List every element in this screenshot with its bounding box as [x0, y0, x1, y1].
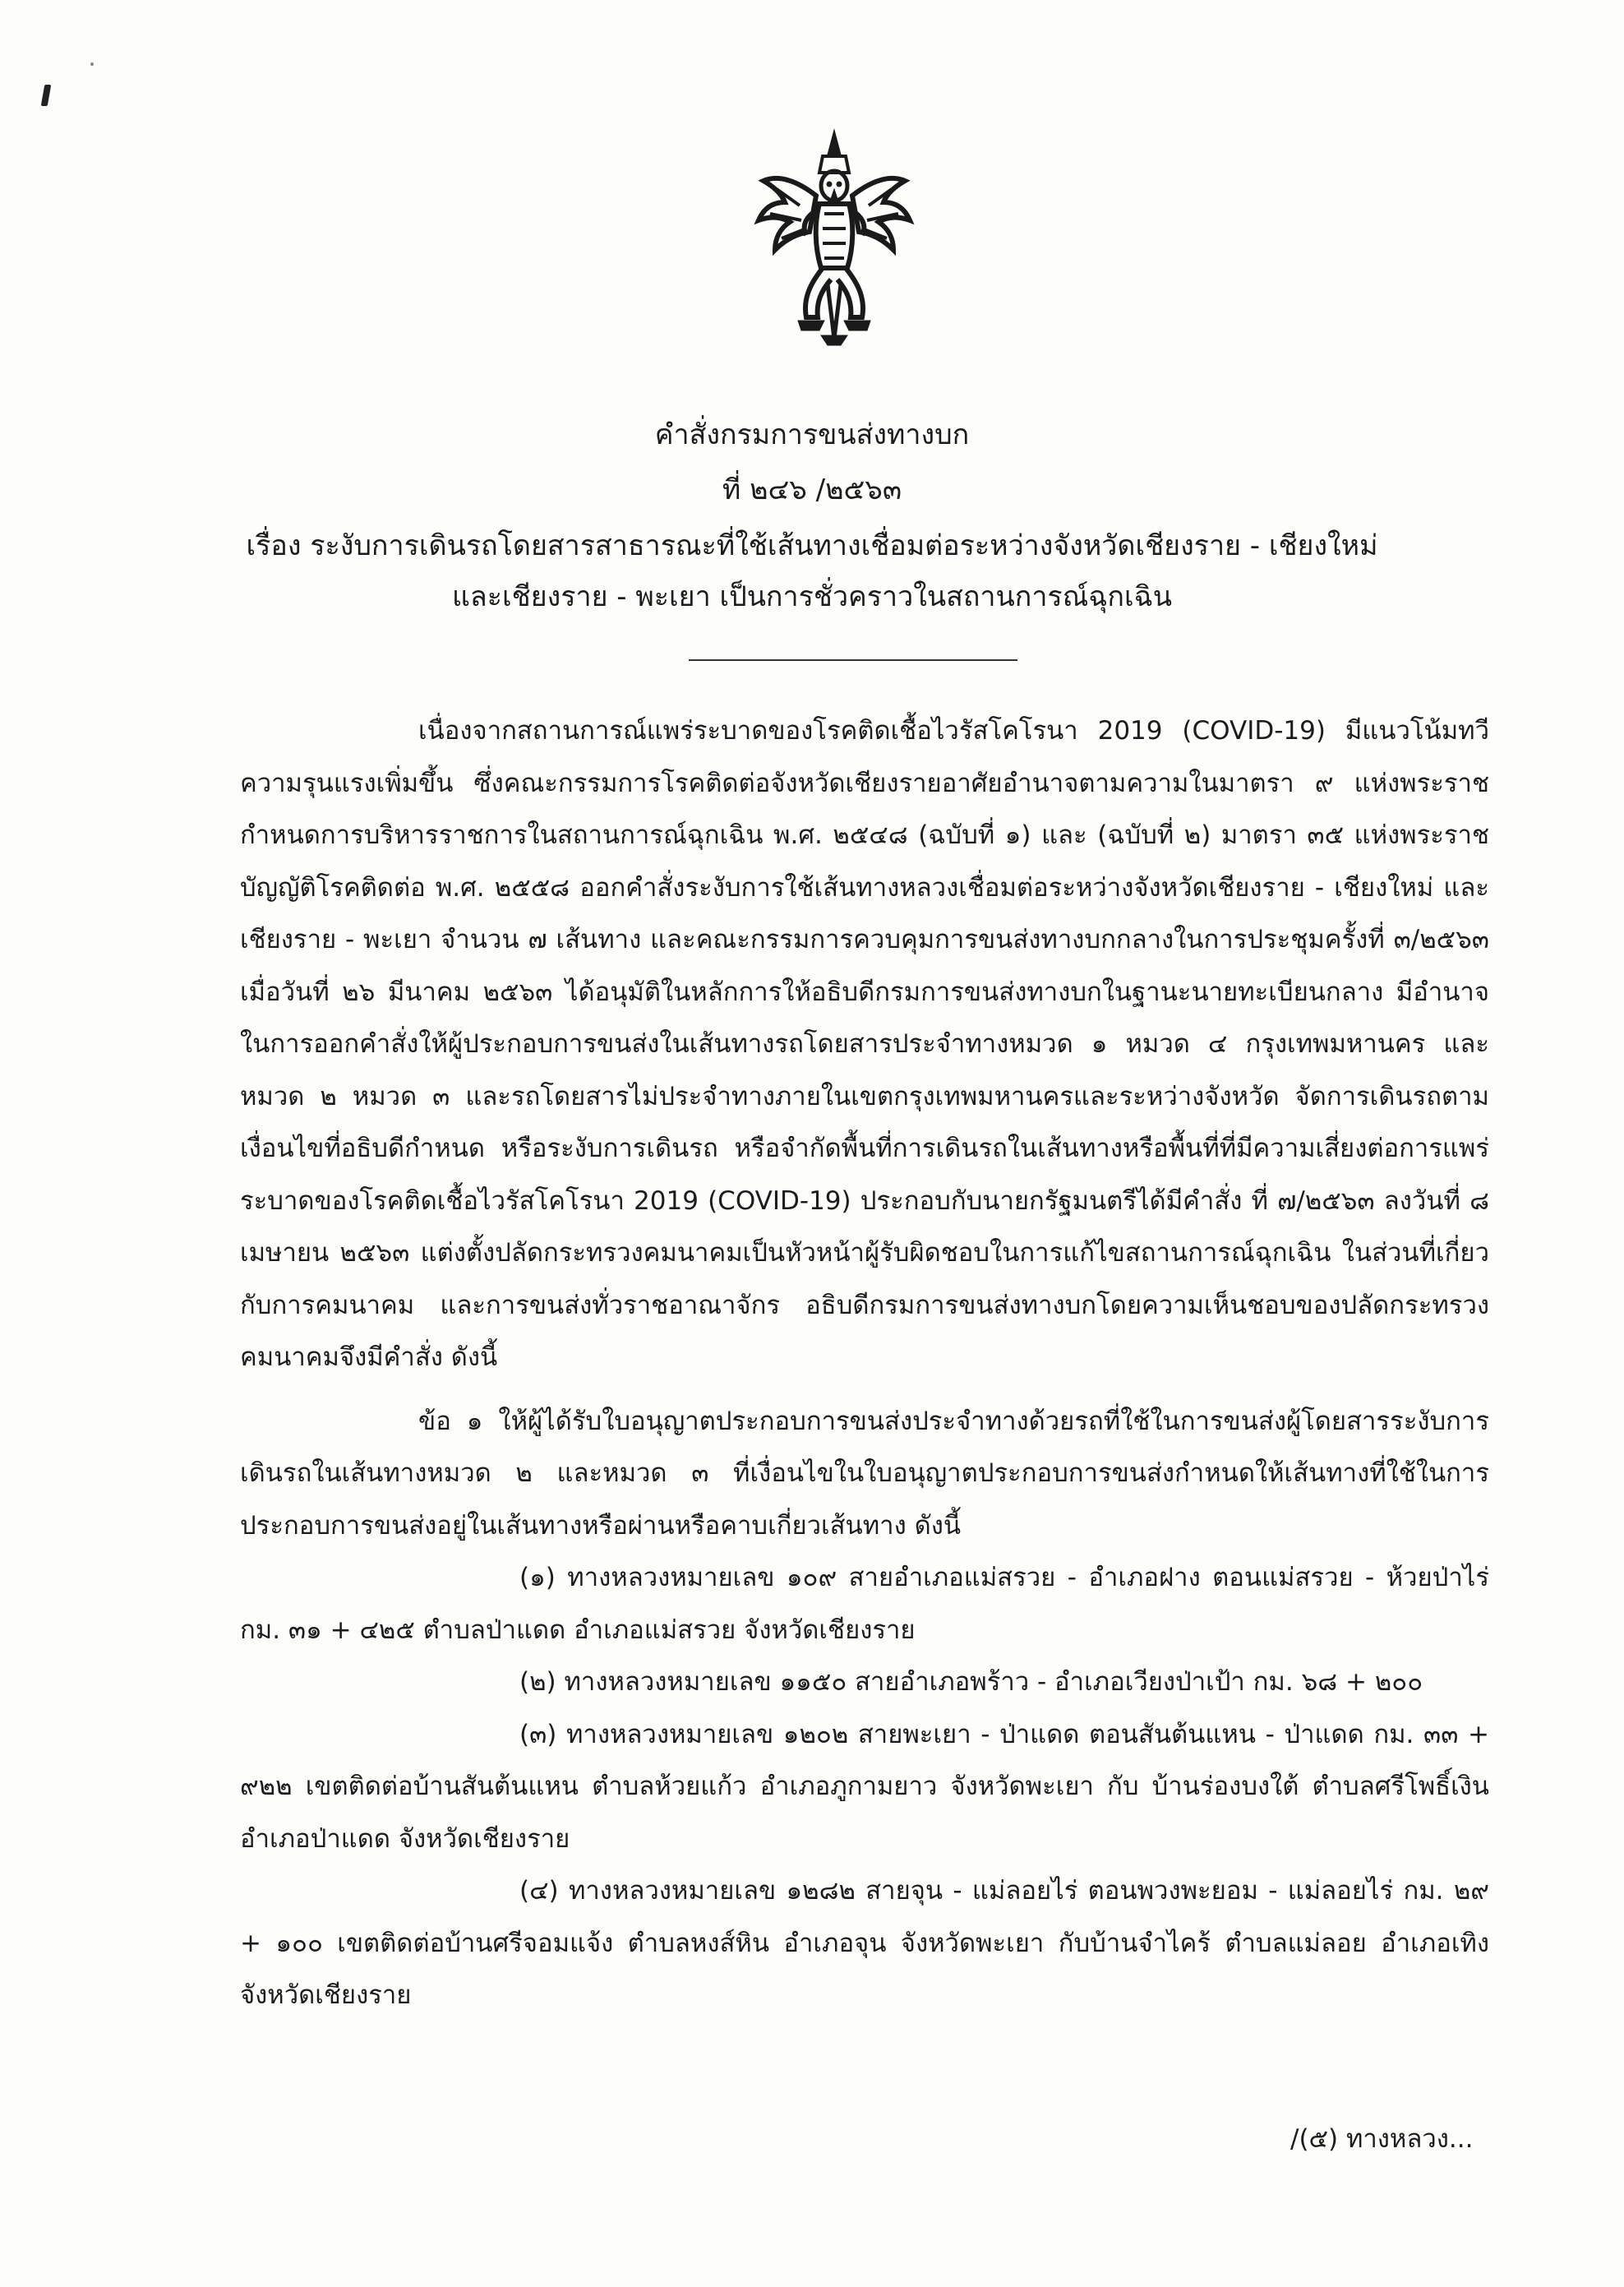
order-subject-line-1: เรื่อง ระงับการเดินรถโดยสารสาธารณะที่ใช้เส้นทางเชื่อมต่อระหว่างจังหวัดเชียงราย - เชียงใหม่	[246, 529, 1378, 562]
order-body	[240, 705, 1489, 2022]
order-subject-line-2: และเชียงราย - พะเยา เป็นการชั่วคราวในสถานการณ์ฉุกเฉิน	[451, 580, 1172, 613]
route-item: (๔) ทางหลวงหมายเลข ๑๒๘๒ สายจุน - แม่ลอยไร่ ตอนพวงพะยอม - แม่ลอยไร่ กม. ๒๙ + ๑๐๐ เขตติดต่อบ้านศรีจอมแจ้ง ตำบลหงส์หิน อำเภอจุน จังหวัดพะเยา กับบ้านจำไคร้ ตำบลแม่ลอย อำเภอเทิง จังหวัดเชียงราย	[240, 1876, 1489, 2010]
order-number: ที่ ๒๔๖ /๒๕๖๓	[722, 474, 902, 506]
route-item: (๑) ทางหลวงหมายเลข ๑๐๙ สายอำเภอแม่สรวย - อำเภอฝาง ตอนแม่สรวย - ห้วยป่าไร่ กม. ๓๑ + ๔๒๕ ตำบลป่าแดด อำเภอแม่สรวย จังหวัดเชียงราย	[240, 1563, 1489, 1645]
preamble-paragraph: เนื่องจากสถานการณ์แพร่ระบาดของโรคติดเชื้อไวรัสโคโรนา 2019 (COVID-19) มีแนวโน้มทวีความรุนแรงเพิ่มขึ้น ซึ่งคณะกรรมการโรคติดต่อจังหวัดเชียงรายอาศัยอำนาจตามความในมาตรา ๙ แห่งพระราชกำหนดการบริหารราชการในสถานการณ์ฉุกเฉิน พ.ศ. ๒๕๔๘ (ฉบับที่ ๑) และ (ฉบับที่ ๒) มาตรา ๓๕ แห่งพระราชบัญญัติโรคติดต่อ พ.ศ. ๒๕๕๘ ออกคำสั่งระงับการใช้เส้นทางหลวงเชื่อมต่อระหว่างจังหวัดเชียงราย - เชียงใหม่ และเชียงราย - พะเยา จำนวน ๗ เส้นทาง และคณะกรรมการควบคุมการขนส่งทางบกกลางในการประชุมครั้งที่ ๓/๒๕๖๓ เมื่อวันที่ ๒๖ มีนาคม ๒๕๖๓ ได้อนุมัติในหลักการให้อธิบดีกรมการขนส่งทางบกในฐานะนายทะเบียนกลาง มีอำนาจในการออกคำสั่งให้ผู้ประกอบการขนส่งในเส้นทางรถโดยสารประจำทางหมวด ๑ หมวด ๔ กรุงเทพมหานคร และหมวด ๒ หมวด ๓ และรถโดยสารไม่ประจำทางภายในเขตกรุงเทพมหานครและระหว่างจังหวัด จัดการเดินรถตามเงื่อนไขที่อธิบดีกำหนด หรือระงับการเดินรถ หรือจำกัดพื้นที่การเดินรถในเส้นทางหรือพื้นที่ที่มีความเสี่ยงต่อการแพร่ระบาดของโรคติดเชื้อไวรัสโคโรนา 2019 (COVID-19) ประกอบกับนายกรัฐมนตรีได้มีคำสั่ง ที่ ๗/๒๕๖๓ ลงวันที่ ๘ เมษายน ๒๕๖๓ แต่งตั้งปลัดกระทรวงคมนาคมเป็นหัวหน้าผู้รับผิดชอบในการแก้ไขสถานการณ์ฉุกเฉิน ในส่วนที่เกี่ยวกับการคมนาคม และการขนส่งทั่วราชอาณาจักร อธิบดีกรมการขนส่งทางบกโดยความเห็นชอบของปลัดกระทรวงคมนาคมจึงมีคำสั่ง ดังนี้	[240, 716, 1489, 1372]
scan-speck	[90, 62, 94, 66]
garuda-emblem-icon	[752, 123, 916, 349]
route-item: (๓) ทางหลวงหมายเลข ๑๒๐๒ สายพะเยา - ป่าแดด ตอนสันต้นแหน - ป่าแดด กม. ๓๓ + ๙๒๒ เขตติดต่อบ้านสันต้นแหน ตำบลห้วยแก้ว อำเภอภูกามยาว จังหวัดพะเยา กับ บ้านร่องบงใต้ ตำบลศรีโพธิ์เงิน อำเภอป่าแดด จังหวัดเชียงราย	[240, 1719, 1489, 1854]
scan-mark	[41, 85, 52, 106]
order-title: คำสั่งกรมการขนส่งทางบก	[654, 418, 970, 451]
route-item: (๒) ทางหลวงหมายเลข ๑๑๕๐ สายอำเภอพร้าว - อำเภอเวียงป่าเป้า กม. ๖๘ + ๒๐๐	[519, 1667, 1423, 1697]
title-divider	[689, 659, 1017, 661]
continuation-note: /(๕) ทางหลวง...	[1290, 2124, 1474, 2154]
clause-1-paragraph: ข้อ ๑ ให้ผู้ได้รับใบอนุญาตประกอบการขนส่งประจำทางด้วยรถที่ใช้ในการขนส่งผู้โดยสารระงับการเดินรถในเส้นทางหมวด ๒ และหมวด ๓ ที่เงื่อนไขในใบอนุญาตประกอบการขนส่งกำหนดให้เส้นทางที่ใช้ในการประกอบการขนส่งอยู่ในเส้นทางหรือผ่านหรือคาบเกี่ยวเส้นทาง ดังนี้	[240, 1406, 1489, 1541]
